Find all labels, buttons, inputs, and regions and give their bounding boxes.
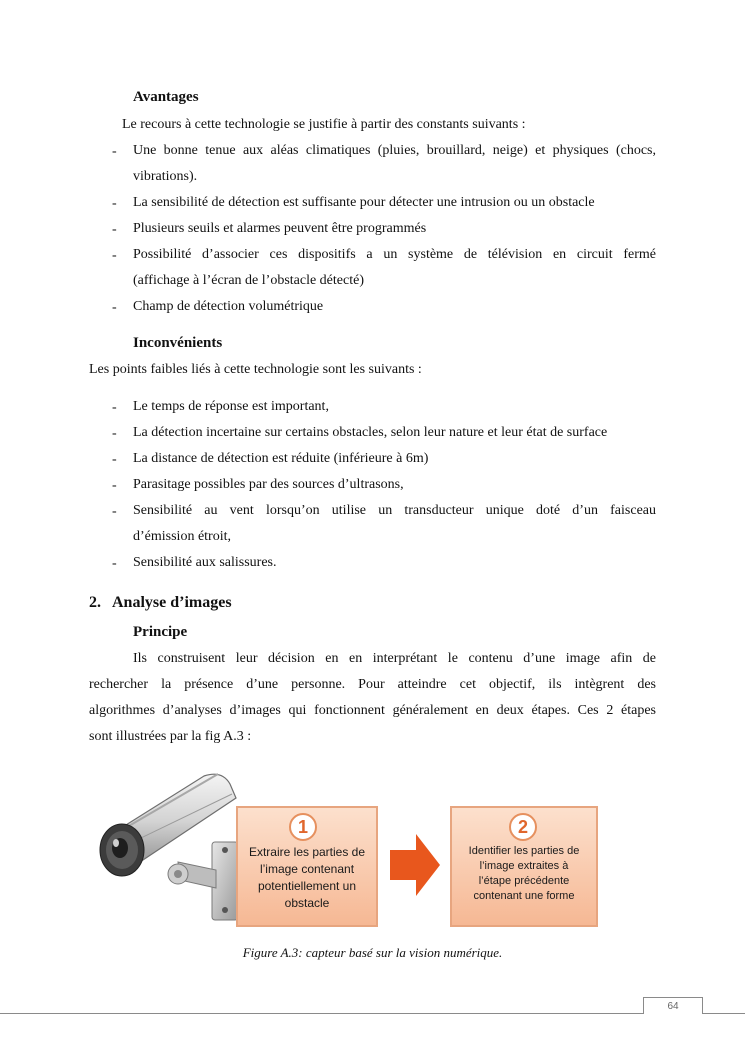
bullet-dash: -	[112, 452, 117, 467]
bullet-dash: -	[112, 478, 117, 493]
principe-paragraph-line-3: algorithmes d’analyses d’images qui fonctionnent généralement en deux étapes. Ces 2 étapes	[89, 703, 656, 718]
bullet-dash: -	[112, 426, 117, 441]
step-2-box	[450, 806, 598, 927]
bullet-dash: -	[112, 222, 117, 237]
avantages-intro: Le recours à cette technologie se justifie à partir des constants suivants :	[122, 117, 526, 132]
inconvenients-item-5-line-1: Sensibilité au vent lorsqu’on utilise un transducteur unique doté d’un faisceau	[133, 503, 656, 518]
avantages-heading: Avantages	[133, 89, 199, 105]
step-1-text-line-2: l’image contenant	[259, 862, 355, 876]
inconvenients-item-3: La distance de détection est réduite (inférieure à 6m)	[133, 451, 429, 466]
inconvenients-intro: Les points faibles liés à cette technologie sont les suivants :	[89, 362, 422, 377]
camera-illustration	[92, 770, 242, 925]
principe-heading: Principe	[133, 624, 188, 640]
right-arrow-icon	[388, 832, 442, 898]
figure-caption: Figure A.3: capteur basé sur la vision numérique.	[242, 945, 503, 960]
step-1-text-line-4: obstacle	[284, 896, 330, 910]
avantages-item-4-line-1: Possibilité d’associer ces dispositifs a un système de télévision en circuit fermé	[133, 247, 656, 262]
footer-rule	[0, 1013, 745, 1014]
step-2-text-line-1: Identifier les parties de	[468, 845, 580, 857]
page-number: 64	[643, 997, 703, 1014]
step-2-text-line-3: l’étape précédente	[478, 875, 570, 887]
step-1-text-line-3: potentiellement un	[257, 879, 357, 893]
bullet-dash: -	[112, 504, 117, 519]
step-1-number: 1	[289, 813, 317, 841]
bullet-dash: -	[112, 300, 117, 315]
avantages-item-1-line-2: vibrations).	[133, 169, 198, 184]
bullet-dash: -	[112, 400, 117, 415]
principe-paragraph-line-1: Ils construisent leur décision en en interprétant le contenu d’une image afin de	[133, 651, 656, 666]
step-2-number: 2	[509, 813, 537, 841]
step-1-text-line-1: Extraire les parties de	[248, 845, 366, 859]
avantages-item-5: Champ de détection volumétrique	[133, 299, 324, 314]
bullet-dash: -	[112, 196, 117, 211]
bullet-dash: -	[112, 556, 117, 571]
section-number: 2.	[89, 594, 101, 611]
avantages-item-3: Plusieurs seuils et alarmes peuvent être programmés	[133, 221, 427, 236]
inconvenients-item-4: Parasitage possibles par des sources d’ultrasons,	[133, 477, 404, 492]
principe-paragraph-line-4: sont illustrées par la fig A.3 :	[89, 729, 252, 744]
bullet-dash: -	[112, 248, 117, 263]
bullet-dash: -	[112, 144, 117, 159]
step-2-text-line-4: contenant une forme	[473, 890, 575, 902]
inconvenients-item-5-line-2: d’émission étroit,	[133, 529, 231, 544]
inconvenients-heading: Inconvénients	[133, 335, 223, 351]
avantages-item-4-line-2: (affichage à l’écran de l’obstacle détecté)	[133, 273, 364, 288]
inconvenients-item-1: Le temps de réponse est important,	[133, 399, 329, 414]
inconvenients-item-2: La détection incertaine sur certains obstacles, selon leur nature et leur état de surface	[133, 425, 608, 440]
step-2-text-line-2: l’image extraites à	[479, 860, 569, 872]
avantages-item-2: La sensibilité de détection est suffisante pour détecter une intrusion ou un obstacle	[133, 195, 595, 210]
inconvenients-item-6: Sensibilité aux salissures.	[133, 555, 277, 570]
step-1-box	[236, 806, 378, 927]
avantages-item-1-line-1: Une bonne tenue aux aléas climatiques (pluies, brouillard, neige) et physiques (chocs,	[133, 143, 656, 158]
section-title: Analyse d’images	[112, 594, 232, 611]
principe-paragraph-line-2: rechercher la présence d’une personne. Pour atteindre cet objectif, ils intègrent des	[89, 677, 656, 692]
